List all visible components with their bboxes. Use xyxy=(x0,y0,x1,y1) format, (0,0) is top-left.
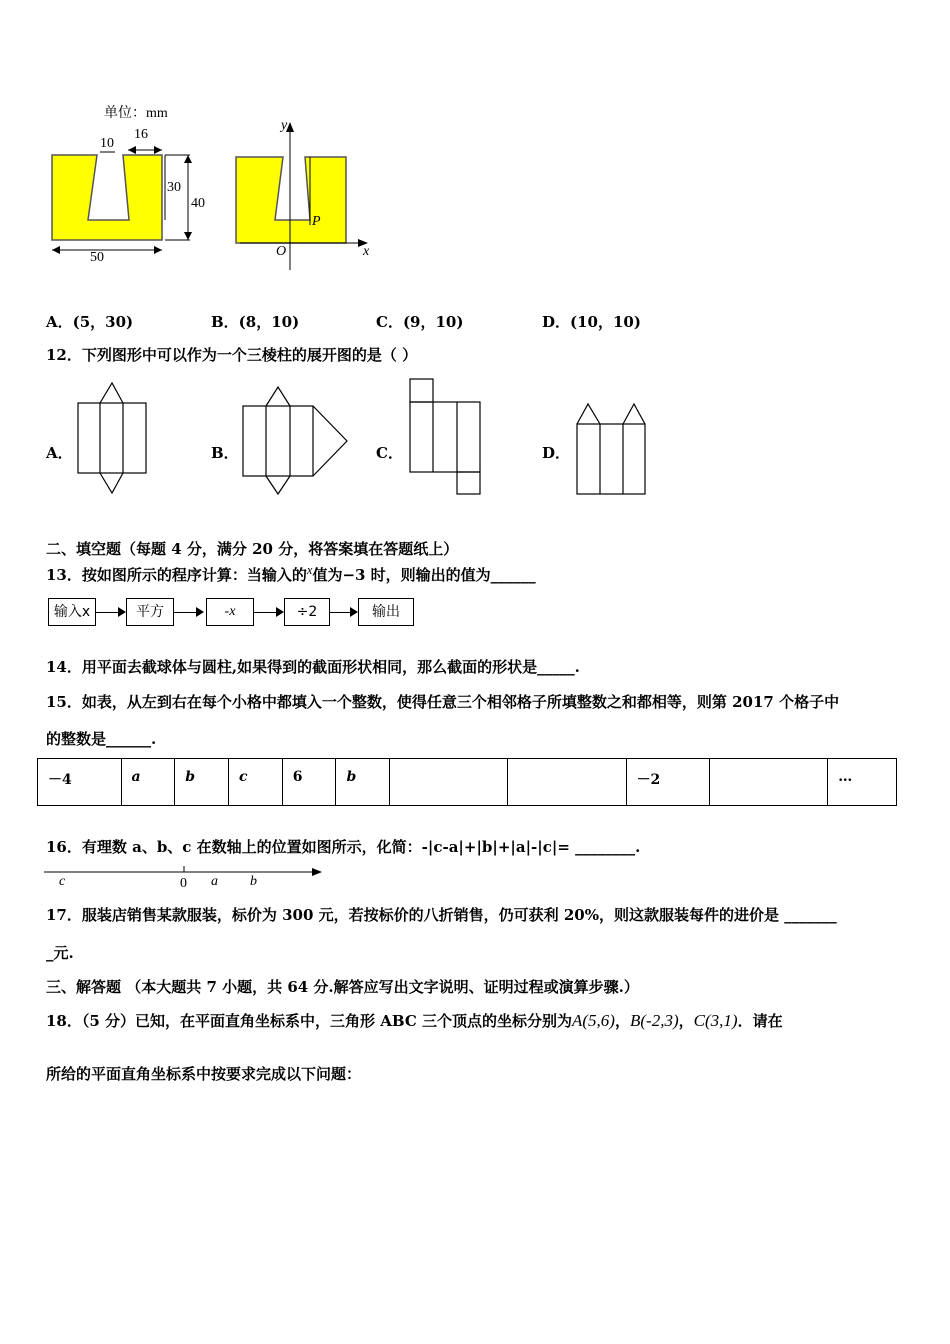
q12-net-c xyxy=(407,376,483,496)
grid-cell-11: … xyxy=(828,759,897,806)
grid-cell-4: c xyxy=(229,759,283,806)
right-coordinate-figure xyxy=(236,122,368,270)
numberline-b: b xyxy=(250,874,257,889)
dim-40-label: 40 xyxy=(191,196,205,211)
q12-net-b xyxy=(240,380,350,496)
q13-text xyxy=(46,563,536,585)
flow-output-box: 输出 xyxy=(358,598,414,626)
axis-y-label: y xyxy=(281,118,288,133)
flow-input-box: 输入x xyxy=(48,598,96,626)
flow-arrow-2 xyxy=(174,612,202,613)
grid-cell-5: 6 xyxy=(282,759,336,806)
axis-x-label: x xyxy=(363,244,370,259)
q11-option-c[interactable]: C．(9，10) xyxy=(376,313,464,331)
q11-option-a[interactable]: A．(5，30) xyxy=(46,313,134,331)
grid-cell-9: －2 xyxy=(626,759,710,806)
q11-option-d[interactable]: D．(10，10) xyxy=(542,313,641,331)
grid-cell-2: a xyxy=(121,759,175,806)
grid-cell-8 xyxy=(508,759,626,806)
q12-text: 12．下列图形中可以作为一个三棱柱的展开图的是（ ） xyxy=(46,346,418,364)
q18-sep2: ， xyxy=(678,1012,694,1030)
q18-line2: 所给的平面直角坐标系中按要求完成以下问题： xyxy=(46,1065,362,1083)
q11-figure xyxy=(40,100,390,275)
grid-cell-6: b xyxy=(336,759,390,806)
q14-text: 14．用平面去截球体与圆柱,如果得到的截面形状相同，那么截面的形状是_____. xyxy=(46,658,580,676)
section3-heading: 三、解答题 （本大题共 7 小题，共 64 分.解答应写出文字说明、证明过程或演算步骤.） xyxy=(46,978,639,996)
q18-point-c: C(3,1) xyxy=(693,1011,738,1030)
q18-text-before: 18．（5 分）已知，在平面直角坐标系中，三角形 ABC 三个顶点的坐标分别为 xyxy=(46,1012,573,1030)
q17-line2: _元. xyxy=(46,944,74,962)
flow-arrow-3 xyxy=(254,612,282,613)
numberline-c: c xyxy=(59,874,66,889)
flow-divide-box: ÷2 xyxy=(284,598,330,626)
grid-cell-7 xyxy=(390,759,508,806)
unit-label: 单位：mm xyxy=(104,106,168,121)
q17-line1: 17．服装店销售某款服装，标价为 300 元，若按标价的八折销售，仍可获利 20%，则这款服装每件的进价是 _______ xyxy=(46,906,837,924)
q15-grid xyxy=(37,758,897,806)
q12-net-d xyxy=(574,400,650,498)
q18-point-a: A(5,6) xyxy=(572,1011,615,1030)
q13-text-after: 值为−3 时，则输出的值为______ xyxy=(312,566,536,584)
numberline-zero: 0 xyxy=(180,876,187,891)
flow-minus-x-box: -x xyxy=(206,598,254,626)
origin-label: O xyxy=(276,244,287,259)
left-cross-section xyxy=(52,146,192,254)
q18-point-b: B(-2,3) xyxy=(630,1011,679,1030)
q13-var: x xyxy=(306,563,313,577)
q16-text: 16．有理数 a、b、c 在数轴上的位置如图所示，化简：-|c-a|+|b|+|a|-|c|= ________. xyxy=(46,838,641,856)
dim-50-label: 50 xyxy=(90,250,104,265)
grid-cell-3: b xyxy=(175,759,229,806)
dim-16-label: 16 xyxy=(134,127,148,142)
dim-10-label: 10 xyxy=(100,136,114,151)
dim-30-label: 30 xyxy=(167,180,181,195)
q18-text xyxy=(46,1004,783,1038)
q12-option-a[interactable]: A． xyxy=(46,444,73,462)
q12-option-c[interactable]: C． xyxy=(376,444,403,462)
flow-arrow-1 xyxy=(96,612,124,613)
q12-option-d[interactable]: D． xyxy=(542,444,571,462)
q12-net-a xyxy=(75,380,150,496)
point-p-label: P xyxy=(312,214,321,229)
q18-text-after: ．请在 xyxy=(737,1012,783,1030)
q12-option-b[interactable]: B． xyxy=(211,444,239,462)
grid-cell-1: －4 xyxy=(38,759,122,806)
grid-cell-10 xyxy=(710,759,828,806)
q15-line2: 的整数是______. xyxy=(46,730,157,748)
numberline-a: a xyxy=(211,874,218,889)
q13-text-before: 13．按如图所示的程序计算：当输入的 xyxy=(46,566,307,584)
q15-line1: 15．如表，从左到右在每个小格中都填入一个整数，使得任意三个相邻格子所填整数之和都相等，则第 2017 个格子中 xyxy=(46,693,840,711)
flow-arrow-4 xyxy=(330,612,356,613)
q18-sep1: ， xyxy=(614,1012,630,1030)
q11-option-b[interactable]: B．(8，10) xyxy=(211,313,300,331)
section2-heading: 二、填空题（每题 4 分，满分 20 分，将答案填在答题纸上） xyxy=(46,540,459,558)
flow-square-box: 平方 xyxy=(126,598,174,626)
